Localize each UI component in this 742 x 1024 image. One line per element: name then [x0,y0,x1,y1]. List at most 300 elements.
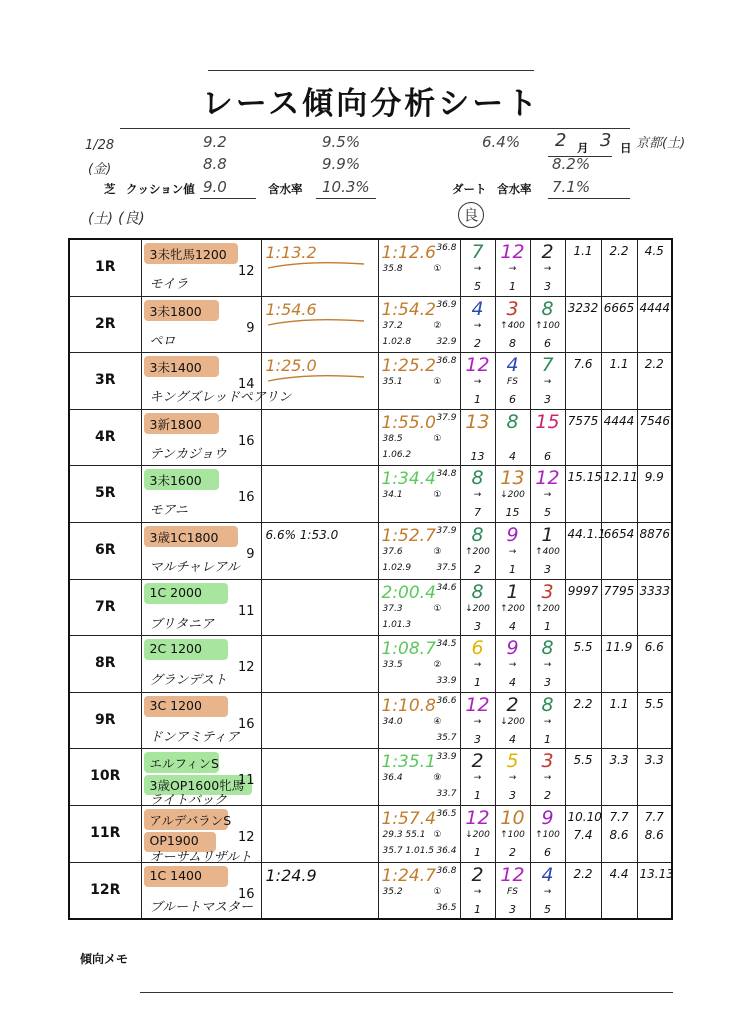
odds-2-cell [601,409,637,466]
pace-2: 35.7 1.01.5 [382,845,435,856]
race-number: 1R [94,259,116,275]
race-class: 3歳1C1800 [149,529,219,545]
race-class: 3新1800 [149,416,202,432]
result-time-cell [378,805,460,862]
second-place-horse: 10 [500,806,525,829]
underline-stroke [266,258,366,272]
result-time-cell [378,353,460,410]
race-number-cell [69,579,141,636]
first-place-cell [460,522,495,579]
underline-stroke [266,371,366,385]
second-place-cell [495,466,530,523]
third-place-cell [530,636,565,693]
race-number-cell [69,522,141,579]
odds-3: 3.3 [644,753,664,768]
second-place-move: ↑200 [500,603,525,614]
winner-name: グランデスト [149,673,227,689]
first-place-horse: 13 [465,410,490,433]
second-place-horse: 2 [506,693,519,716]
underline-path [268,263,364,268]
race-class-2: 3歳OP1600牝馬 [149,778,245,794]
second-place-horse: 9 [506,523,519,546]
race-info-cell [141,636,261,693]
position-mark: ① [433,829,442,840]
field-size: 16 [237,490,255,506]
first-place-move: → [473,320,482,331]
result-time: 1:12.6 [381,243,436,263]
odds-3: 7546 [639,413,671,428]
position-mark: ① [433,886,442,897]
third-place-cell [530,862,565,919]
odds-1-cell [565,805,601,862]
third-place-cell [530,579,565,636]
odds-3-cell [637,409,672,466]
odds-2: 4.4 [609,866,629,881]
odds-3-cell [637,579,672,636]
result-time: 1:52.7 [381,525,436,546]
race-info-cell [141,466,261,523]
pace-1: 36.4 [382,773,403,784]
race-row [69,353,672,410]
front-3f: 36.8 [436,243,457,253]
pace-2: 1.01.3 [382,619,412,630]
shiba-label: 芝 [104,182,116,196]
third-place-horse: 7 [541,354,554,377]
odds-3: 6.6 [644,640,664,655]
odds-1-cell [565,862,601,919]
field-size: 16 [237,886,255,902]
winner-name: マルチャレアル [149,559,240,575]
winner-name: ブルートマスター [149,899,253,915]
odds-3-cell [637,862,672,919]
third-place-horse: 3 [541,580,554,603]
last-3f: 36.5 [436,902,457,913]
position-mark: ① [433,490,442,501]
odds-3-cell [637,522,672,579]
result-time: 1:35.1 [381,752,436,773]
moisture-label: 含水率 [268,182,303,196]
odds-3: 5.5 [644,696,664,711]
first-place-cell [460,636,495,693]
race-info-cell [141,296,261,353]
race-class-2: OP1900 [149,832,199,848]
third-place-popularity: 3 [544,393,551,407]
odds-1-cell [565,692,601,749]
dirt-moisture-label: 含水率 [497,182,532,196]
odds-3: 4.5 [644,244,664,258]
odds-1: 5.5 [573,640,593,655]
pace-1: 34.1 [382,490,403,501]
first-place-horse: 6 [471,637,484,660]
race-class: 3未1600 [149,473,202,489]
third-place-move: → [543,377,552,388]
third-place-cell [530,805,565,862]
memo-underline [140,992,673,993]
race-row [69,749,672,806]
odds-3-cell [637,636,672,693]
cushion-label: クッション値 [126,182,195,196]
first-place-popularity: 5 [474,280,481,293]
predicted-time-cell [261,805,378,862]
third-place-cell [530,353,565,410]
third-place-cell [530,409,565,466]
second-place-move: → [508,264,517,274]
predicted-time: 1:13.2 [265,243,317,262]
predicted-time-cell [261,522,378,579]
front-3f: 37.9 [436,525,457,536]
second-place-cell [495,409,530,466]
second-place-move: FS [507,886,518,897]
shiba-condition: (良) [118,209,145,227]
last-3f: 36.4 [436,845,457,856]
odds-1-cell [565,522,606,579]
third-place-popularity: 6 [544,845,551,859]
result-time-cell [378,409,460,466]
result-time: 2:00.4 [381,582,436,603]
third-place-horse: 9 [541,806,554,829]
race-number: 5R [94,485,116,502]
race-number: 9R [94,711,116,728]
predicted-time-cell [261,466,378,523]
second-place-move: ↑400 [500,320,525,331]
second-place-move: → [508,773,517,784]
front-3f: 36.8 [436,865,457,876]
first-place-move: → [473,377,482,388]
result-time-cell [378,239,460,296]
month-label: 月 [577,141,589,155]
pace-1: 29.3 55.1 [382,829,426,840]
odds-2: 1.1 [609,357,629,372]
odds-1-cell [565,636,601,693]
race-row [69,862,672,919]
predicted-time: 1:54.6 [265,299,317,319]
race-class: 1C 2000 [149,584,202,600]
race-number-cell [69,636,141,693]
third-place-cell [530,239,565,296]
position-mark: ① [433,377,442,388]
first-place-move: → [473,660,482,671]
pace-2: 1.02.9 [382,562,412,573]
first-place-move: → [473,886,482,897]
first-place-horse: 4 [471,297,484,320]
odds-2-cell [601,805,637,862]
race-row [69,296,672,353]
predicted-time-cell [261,579,378,636]
race-info-cell [141,239,261,296]
odds-3: 9.9 [644,470,664,485]
second-place-horse: 9 [506,637,519,660]
odds-1-cell [565,579,601,636]
race-info-cell [141,692,261,749]
first-place-popularity: 1 [474,845,481,859]
first-place-cell [460,862,495,919]
race-info-cell [141,862,261,919]
odds-2: 6665 [603,300,635,315]
third-place-horse: 8 [541,637,554,660]
dirt-moisture-1: 6.4% [482,133,521,151]
first-place-horse: 8 [471,580,484,603]
first-place-cell [460,692,495,749]
second-place-cell [495,239,530,296]
field-size: 9 [246,546,255,562]
third-place-popularity: 2 [544,789,551,803]
race-class: エルフィンS [149,756,219,772]
result-time-cell [378,466,460,523]
odds-1: 2.2 [573,866,593,881]
cushion-value-3: 9.0 [203,178,227,196]
third-place-horse: 3 [541,750,554,773]
winner-name: テンカジョウ [149,446,227,462]
first-place-move: ↓200 [465,603,490,614]
first-place-popularity: 2 [474,336,481,350]
race-number-cell [69,862,141,919]
first-place-popularity: 2 [474,562,481,576]
odds-3-cell [637,296,672,353]
winner-name: ドンアミティア [149,729,240,745]
front-3f: 33.9 [436,752,457,763]
result-time-cell [378,522,460,579]
shiba-moisture-3: 10.3% [322,178,370,196]
third-place-cell [530,522,565,579]
third-place-popularity: 3 [544,280,551,293]
position-mark: ② [433,320,442,331]
odds-2-b: 8.6 [609,827,629,842]
odds-2: 4444 [603,413,635,428]
race-number: 2R [94,315,116,332]
odds-1: 9997 [567,583,599,598]
race-number: 3R [94,372,116,389]
odds-2: 2.2 [609,244,629,258]
odds-2: 3.3 [609,753,629,768]
third-place-horse: 12 [535,467,560,490]
first-place-horse: 8 [471,523,484,546]
winner-name: ライトバック [149,793,227,809]
odds-3: 8876 [639,526,671,541]
third-place-move: → [543,660,552,671]
last-3f: 33.9 [436,676,457,687]
second-place-popularity: 6 [509,393,516,407]
odds-2: 11.9 [605,640,633,655]
second-place-move: ↓200 [500,490,525,501]
predicted-time-cell [261,239,378,296]
shiba-moisture-2: 9.9% [322,155,361,173]
date-note: 1/28 [85,138,115,153]
odds-2-cell [601,353,637,410]
third-place-cell [530,296,565,353]
result-time: 1:24.7 [381,865,436,886]
dirt-moisture-2: 8.2% [552,155,591,173]
third-place-cell [530,692,565,749]
predicted-time-cell [261,692,378,749]
pace-2: 1.02.8 [382,336,412,347]
odds-2-cell [601,522,637,579]
result-time: 1:34.4 [381,469,436,490]
pace-1: 33.5 [382,660,403,671]
result-time-cell [378,749,460,806]
position-mark: ④ [433,716,442,727]
third-place-popularity: 5 [544,506,551,520]
result-time: 1:10.8 [381,695,436,716]
second-place-cell [495,692,530,749]
odds-3: 13.13 [639,866,674,881]
race-row [69,579,672,636]
odds-3: 4444 [639,300,671,315]
first-place-horse: 8 [471,467,484,490]
front-3f: 36.5 [436,808,457,819]
race-row [69,522,672,579]
third-place-popularity: 1 [544,732,551,746]
second-place-move: ↑100 [500,829,525,840]
predicted-time-cell [261,353,378,410]
winner-name: ペロ [149,333,176,349]
race-info-cell [141,749,261,809]
first-place-popularity: 1 [474,676,481,690]
pace-1: 37.3 [382,603,403,614]
predicted-time: 1:25.0 [265,356,317,376]
front-3f: 36.9 [436,299,457,310]
odds-2: 7.7 [609,809,629,824]
odds-2: 6654 [603,526,635,541]
position-mark: ① [433,603,442,614]
odds-3-cell [637,692,672,749]
field-size: 11 [237,773,255,789]
winner-name: オーサムリザルト [149,849,252,865]
race-info-cell [141,409,261,466]
odds-2-cell [601,862,637,919]
cushion-value-2: 8.8 [203,155,227,173]
result-time: 1:08.7 [381,639,436,660]
position-mark: ③ [433,546,442,557]
odds-3: 2.2 [644,357,664,372]
title-bottom-rule [120,128,630,129]
first-place-move: ↓200 [465,829,490,840]
first-place-cell [460,239,495,296]
odds-3-cell [637,749,672,806]
cushion-underline [200,198,256,199]
second-place-popularity: 3 [509,789,516,803]
first-place-popularity: 3 [474,619,481,633]
second-place-horse: 1 [506,580,519,603]
first-place-horse: 12 [465,693,490,716]
first-place-move: → [473,773,482,784]
odds-1-cell [565,353,601,410]
odds-1: 3232 [567,300,599,315]
winner-name: モアニ [149,503,188,519]
second-place-popularity: 3 [509,902,516,916]
position-mark: ⑨ [433,773,442,784]
race-number-cell [69,296,141,353]
first-place-cell [460,805,495,862]
pace-1: 35.8 [382,264,403,274]
predicted-time-cell [261,636,378,693]
second-place-horse: 12 [500,863,525,886]
race-info-cell [141,805,261,865]
race-row [69,239,672,296]
predicted-time-cell [261,862,378,919]
odds-3-b: 8.6 [644,827,664,842]
predicted-time: 6.6% 1:53.0 [265,527,339,542]
second-place-horse: 3 [506,297,519,320]
second-place-horse: 12 [500,241,525,263]
second-place-cell [495,749,530,806]
first-place-move: → [473,716,482,727]
second-place-horse: 8 [506,410,519,433]
odds-3-cell [637,239,672,296]
second-place-popularity: 4 [509,619,516,633]
second-place-popularity: 4 [509,676,516,690]
position-mark: ① [433,264,442,274]
underline-stroke [266,315,366,329]
third-place-horse: 1 [541,523,554,546]
field-size: 12 [237,660,255,676]
cushion-value-1: 9.2 [203,133,227,151]
third-place-move: ↑100 [535,320,560,331]
race-number: 7R [94,598,116,615]
result-time-cell [378,636,460,693]
race-number: 6R [94,541,116,558]
odds-3: 3333 [639,583,671,598]
odds-1: 5.5 [573,753,593,768]
odds-1: 2.2 [573,696,593,711]
winner-name: ブリタニア [149,616,214,632]
third-place-popularity: 6 [544,449,551,463]
first-place-cell [460,409,495,466]
race-number: 4R [94,428,116,445]
odds-2-cell [601,749,637,806]
shiba-moisture-1: 9.5% [322,133,361,151]
memo-label: 傾向メモ [80,952,129,966]
front-3f: 34.8 [436,469,457,480]
predicted-time-cell [261,296,378,353]
third-place-popularity: 3 [544,562,551,576]
third-place-cell [530,749,565,806]
odds-1: 15.15 [567,470,602,485]
second-place-move: FS [507,377,518,388]
second-place-move: → [508,660,517,671]
pace-1: 35.1 [382,377,403,388]
front-3f: 37.9 [436,412,457,423]
predicted-time-cell [261,749,378,806]
result-time: 1:55.0 [381,412,436,433]
month-value: 2 [555,130,567,151]
field-size: 9 [246,320,255,336]
odds-2-cell [601,239,637,296]
field-size: 16 [237,716,255,732]
third-place-horse: 8 [541,693,554,716]
race-number-cell [69,409,141,466]
pace-1: 37.6 [382,546,403,557]
first-place-horse: 12 [465,806,490,829]
venue: 京都(土) [636,136,686,151]
third-place-move: → [543,490,552,501]
third-place-horse: 2 [541,241,554,263]
odds-1: 10.10 [567,809,602,824]
race-row [69,409,672,466]
result-time: 1:25.2 [381,356,436,377]
odds-1: 7.6 [573,357,593,372]
odds-2-cell [601,692,637,749]
title-top-rule [208,70,534,71]
race-row [69,636,672,693]
pace-1: 38.5 [382,433,403,444]
second-place-cell [495,522,530,579]
result-time-cell [378,862,460,919]
odds-1-cell [565,749,601,806]
odds-3: 7.7 [644,809,664,824]
second-place-cell [495,862,530,919]
second-place-popularity: 8 [509,336,516,350]
pace-1: 37.2 [382,320,403,331]
